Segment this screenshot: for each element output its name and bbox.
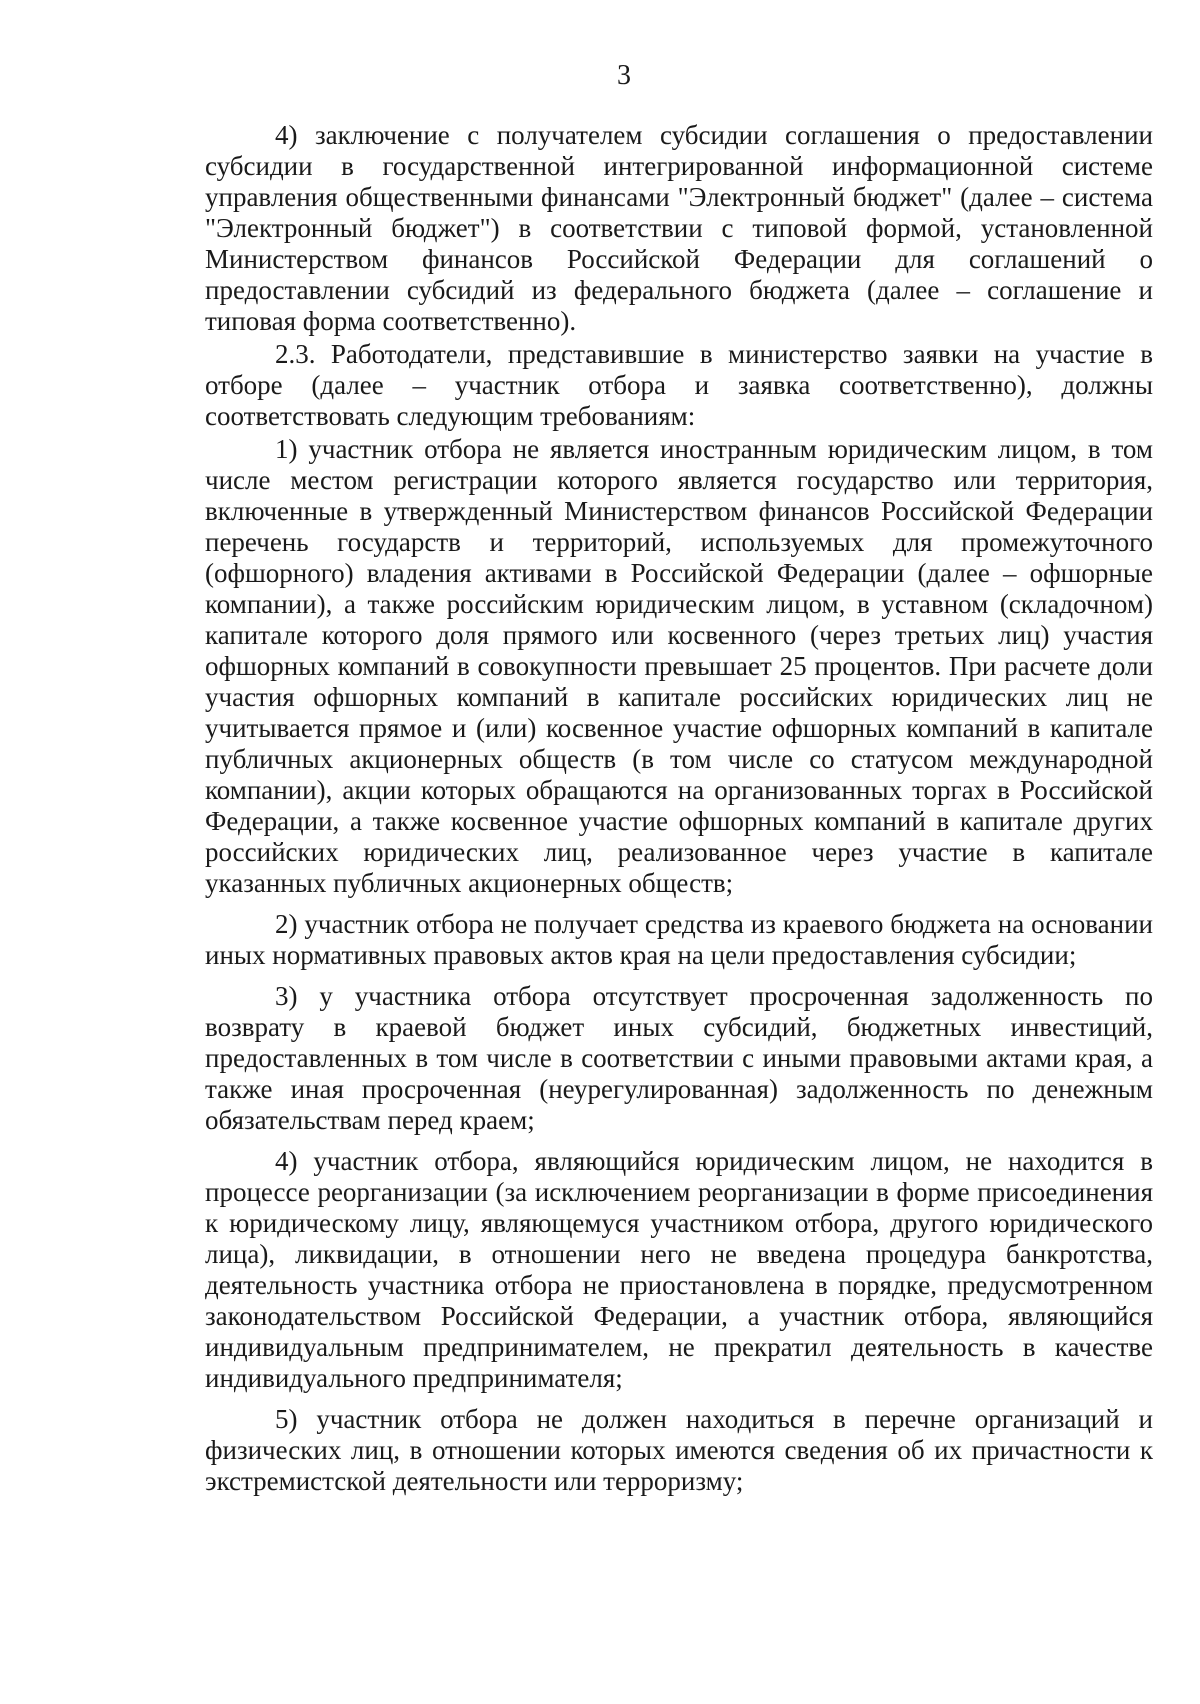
paragraph-item-4-agreement: 4) заключение с получателем субсидии соглашения о предоставлении субсидии в государственной интегрированной информационной системе управления общественными финансами "Электронный бюджет" (далее – система "Электронный бюджет") в соответствии с типовой формой, установленной Министерством финансов Российской Федерации для соглашений о предоставлении субсидий из федерального бюджета (далее – соглашение и типовая форма соответственно). (205, 120, 1153, 336)
paragraph-requirement-4: 4) участник отбора, являющийся юридическим лицом, не находится в процессе реорганизации (за исключением реорганизации в форме присоединения к юридическому лицу, являющемуся участником отбора, другого юридического лица), ликвидации, в отношении него не введена процедура банкротства, деятельность участника отбора не приостановлена в порядке, предусмотренном законодательством Российской Федерации, а участник отбора, являющийся индивидуальным предпринимателем, не прекратил деятельность в качестве индивидуального предпринимателя; (205, 1146, 1153, 1393)
paragraph-section-2-3: 2.3. Работодатели, представившие в министерство заявки на участие в отборе (далее – участник отбора и заявка соответственно), должны соответствовать следующим требованиям: (205, 339, 1153, 431)
paragraph-requirement-2: 2) участник отбора не получает средства из краевого бюджета на основании иных нормативных правовых актов края на цели предоставления субсидии; (205, 909, 1153, 970)
paragraph-requirement-1: 1) участник отбора не является иностранным юридическим лицом, в том числе местом регистрации которого является государство или территория, включенные в утвержденный Министерством финансов Российской Федерации перечень государств и территорий, используемых для промежуточного (офшорного) владения активами в Российской Федерации (далее – офшорные компании), а также российским юридическим лицом, в уставном (складочном) капитале которого доля прямого или косвенного (через третьих лиц) участия офшорных компаний в совокупности превышает 25 процентов. При расчете доли участия офшорных компаний в капитале российских юридических лиц не учитывается прямое и (или) косвенное участие офшорных компаний в капитале публичных акционерных обществ (в том числе со статусом международной компании), акции которых обращаются на организованных торгах в Российской Федерации, а также косвенное участие офшорных компаний в капитале других российских юридических лиц, реализованное через участие в капитале указанных публичных акционерных обществ; (205, 434, 1153, 898)
page-number: 3 (617, 60, 631, 91)
paragraph-requirement-5: 5) участник отбора не должен находиться в перечне организаций и физических лиц, в отношении которых имеются сведения об их причастности к экстремистской деятельности или терроризму; (205, 1404, 1153, 1496)
document-body (205, 120, 1153, 1499)
paragraph-requirement-3: 3) у участника отбора отсутствует просроченная задолженность по возврату в краевой бюджет иных субсидий, бюджетных инвестиций, предоставленных в том числе в соответствии с иными правовыми актами края, а также иная просроченная (неурегулированная) задолженность по денежным обязательствам перед краем; (205, 981, 1153, 1135)
